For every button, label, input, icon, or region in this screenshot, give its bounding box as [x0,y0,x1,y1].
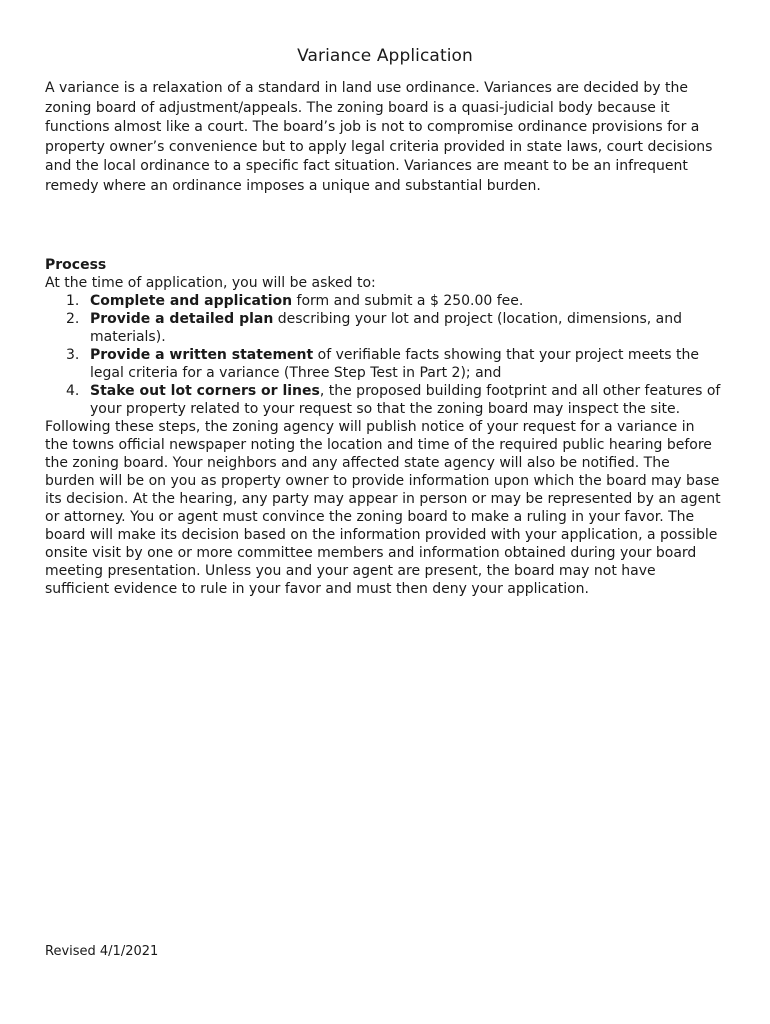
process-step-3 [66,346,735,382]
following-paragraph: Following these steps, the zoning agency will publish notice of your request for a variance in the towns official newspaper noting the location and time of the required public hearing before the zoning board. Your neighbors and any affected state agency will also be notified. The burden will be on you as property owner to provide information upon which the board may base its decision. At the hearing, any party may appear in person or may be represented by an agent or attorney. You or agent must convince the zoning board to make a ruling in your favor. The board will make its decision based on the information provided with your application, a possible onsite visit by one or more committee members and information obtained during your board meeting presentation. Unless you and your agent are present, the board may not have sufficient evidence to rule in your favor and must then deny your application. [45,419,721,597]
page-title: Variance Application [297,46,473,66]
step-bold-text: Provide a written statement [90,347,314,363]
process-heading: Process [45,257,107,273]
process-step-4 [66,382,735,418]
step-number: 3. [66,347,80,363]
revised-date: Revised 4/1/2021 [45,944,159,959]
step-bold-text: Provide a detailed plan [90,311,274,327]
step-number: 1. [66,293,80,309]
process-section [45,256,735,598]
step-text: , the proposed building footprint and all other features of your property related to your request so that the zoning board may inspect the site. [90,383,721,417]
process-lead: At the time of application, you will be asked to: [45,275,376,291]
step-bold-text: Stake out lot corners or lines [90,383,320,399]
step-text: form and submit a $ 250.00 fee. [292,293,524,309]
step-number: 2. [66,311,80,327]
step-bold-text: Complete and application [90,293,293,309]
process-step-1 [66,292,735,310]
intro-paragraph: A variance is a relaxation of a standard in land use ordinance. Variances are decided by the zoning board of adjustment/appeals. The zoning board is a quasi-judicial body because it functions almost like a court. The board’s job is not to compromise ordinance provisions for a property owner’s convenience but to apply legal criteria provided in state laws, court decisions and the local ordinance to a specific fact situation. Variances are meant to be an infrequent remedy where an ordinance imposes a unique and substantial burden. [45,80,713,194]
process-steps-list [45,292,735,418]
step-text: describing your lot and project (location, dimensions, and materials). [90,311,683,345]
process-step-2 [66,310,735,346]
step-number: 4. [66,383,80,399]
step-text: of verifiable facts showing that your project meets the legal criteria for a variance (Three Step Test in Part 2); and [90,347,700,381]
